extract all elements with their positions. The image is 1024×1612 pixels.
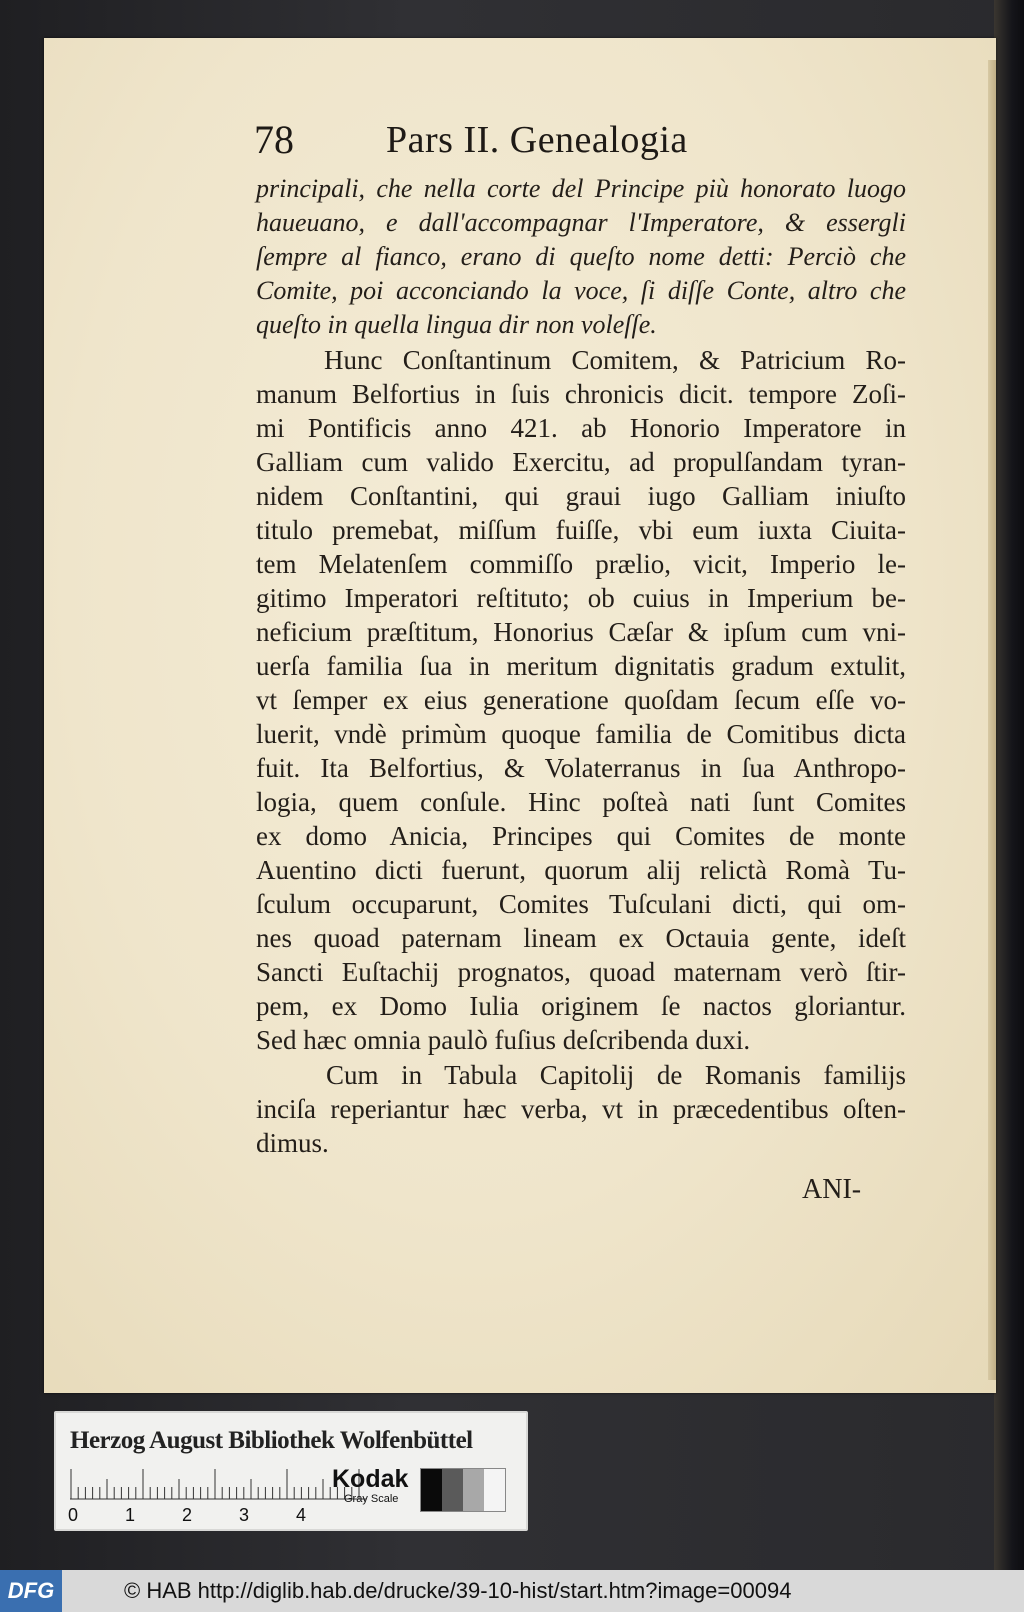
- text-line: logia, quem conſule. Hinc poſteà nati ſunt Comites: [256, 787, 906, 817]
- text-line: Hunc Conſtantinum Comitem, & Patricium Ro-: [324, 345, 906, 375]
- text-line: mi Pontificis anno 421. ab Honorio Imperatore in: [256, 413, 906, 443]
- catchword: ANI-: [802, 1174, 862, 1205]
- page-number: 78: [254, 117, 294, 162]
- gray-patch: [463, 1469, 484, 1511]
- scale-number: 0: [68, 1505, 79, 1525]
- book-gutter: [994, 0, 1024, 1570]
- text-line: gitimo Imperatori reſtituto; ob cuius in Imperium be-: [256, 583, 906, 613]
- text-line: vt ſemper ex eius generatione quoſdam ſecum eſſe vo-: [256, 685, 906, 715]
- page-header: [254, 112, 914, 172]
- library-scale-card: [54, 1411, 528, 1531]
- text-line: principali, che nella corte del Principe più honorato luogo: [256, 174, 906, 203]
- scale-number: 4: [296, 1505, 307, 1525]
- text-line: uerſa familia ſua in meritum dignitatis gradum extulit,: [256, 651, 906, 681]
- ruler-scale: [70, 1469, 366, 1505]
- running-title: Pars II. Genealogia: [386, 119, 688, 161]
- text-line: titulo premebat, miſſum fuiſſe, vbi eum iuxta Ciuita-: [256, 515, 906, 545]
- text-line: Comite, poi acconciando la voce, ſi diſſe Conte, altro che: [256, 276, 906, 305]
- text-line: Sed hæc omnia paulò fuſius deſcribenda duxi.: [256, 1025, 751, 1055]
- footer-bar: [0, 1570, 1024, 1612]
- gray-patch: [421, 1469, 442, 1511]
- library-name: Herzog August Bibliothek Wolfenbüttel: [70, 1427, 473, 1454]
- text-line: pem, ex Domo Iulia originem ſe nactos gloriantur.: [256, 991, 906, 1021]
- text-line: dimus.: [256, 1128, 329, 1158]
- source-url[interactable]: © HAB http://diglib.hab.de/drucke/39-10-hist/start.htm?image=00094: [124, 1578, 792, 1603]
- text-line: Cum in Tabula Capitolij de Romanis familijs: [326, 1060, 906, 1090]
- kodak-brand: Kodak: [332, 1465, 409, 1493]
- text-line: tem Melatenſem commiſſo prælio, vicit, Imperio le-: [256, 549, 906, 579]
- text-line: luerit, vndè primùm quoque familia de Comitibus dicta: [256, 719, 906, 749]
- text-line: Auentino dicti fuerunt, quorum alij relictà Romà Tu-: [256, 855, 906, 885]
- dfg-logo: DFG: [0, 1570, 62, 1612]
- text-line: queſto in quella lingua dir non voleſſe.: [256, 310, 657, 339]
- text-line: neficium præſtitum, Honorius Cæſar & ipſum cum vni-: [256, 617, 906, 647]
- text-line: haueuano, e dall'accompagnar l'Imperatore, & essergli: [256, 208, 906, 237]
- gray-scale-patches: [420, 1468, 506, 1512]
- text-line: nidem Conſtantini, qui graui iugo Galliam iniuſto: [256, 481, 906, 511]
- gray-patch: [442, 1469, 463, 1511]
- text-line: Galliam cum valido Exercitu, ad propulſandam tyran-: [256, 447, 906, 477]
- text-line: inciſa reperiantur hæc verba, vt in præcedentibus oſten-: [256, 1094, 906, 1124]
- text-line: fuit. Ita Belfortius, & Volaterranus in ſua Anthropo-: [256, 753, 906, 783]
- scale-number: 3: [239, 1505, 250, 1525]
- text-line: manum Belfortius in ſuis chronicis dicit. tempore Zoſi-: [256, 379, 906, 409]
- text-line: ſculum occuparunt, Comites Tuſculani dicti, qui om-: [256, 889, 906, 919]
- grayscale-label: Gray Scale: [344, 1493, 399, 1505]
- text-line: nes quoad paternam lineam ex Octauia gente, ideſt: [256, 923, 906, 953]
- page-edge: [988, 60, 996, 1380]
- text-line: ex domo Anicia, Principes qui Comites de monte: [256, 821, 906, 851]
- text-line: Sancti Euſtachij prognatos, quoad maternam verò ſtir-: [256, 957, 906, 987]
- text-line: ſempre al fianco, erano di queſto nome detti: Perciò che: [256, 242, 906, 271]
- gray-patch: [484, 1469, 505, 1511]
- scale-number: 2: [182, 1505, 193, 1525]
- scale-number: 1: [125, 1505, 136, 1525]
